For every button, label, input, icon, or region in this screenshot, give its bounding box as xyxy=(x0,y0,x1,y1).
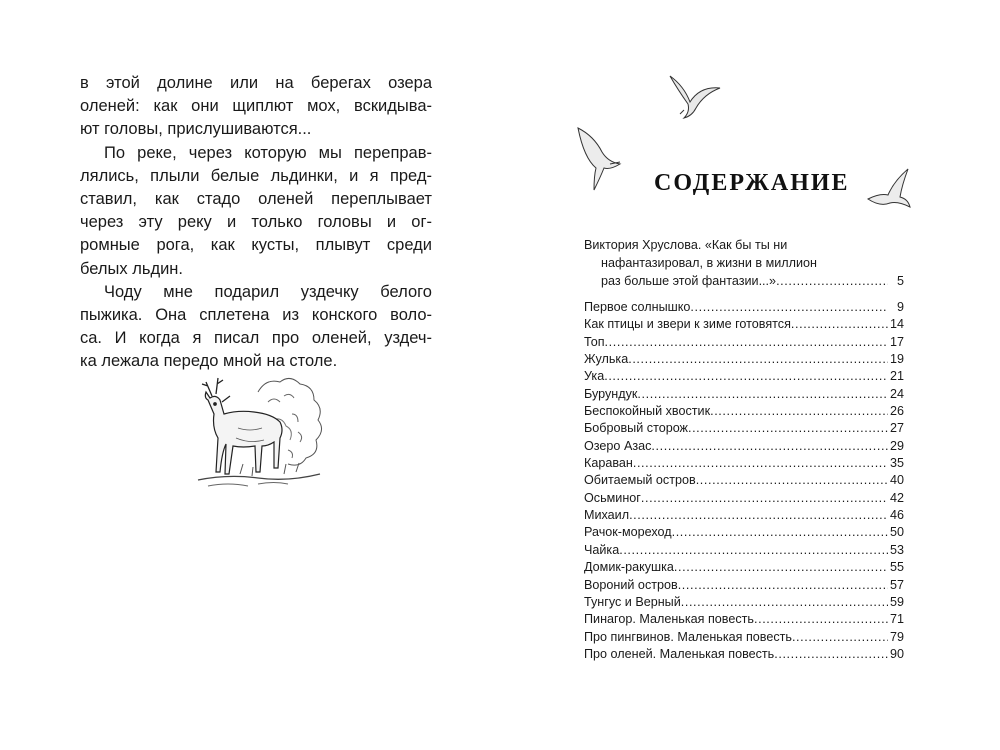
toc-entry[interactable] xyxy=(584,299,904,316)
toc-page-number: 71 xyxy=(889,612,904,627)
toc-leader-dots xyxy=(619,542,888,559)
toc-page-number: 27 xyxy=(889,421,904,436)
toc-leader-dots xyxy=(791,316,888,333)
toc-entry-title: Осьминог xyxy=(584,490,641,505)
right-page xyxy=(500,0,1000,750)
toc-entry[interactable] xyxy=(584,316,904,333)
toc-intro-line: раз больше этой фантазии...» xyxy=(601,274,777,288)
toc-page-number: 5 xyxy=(896,274,904,288)
toc-entry-title: Обитаемый остров xyxy=(584,473,696,488)
toc-page-number: 42 xyxy=(889,490,904,505)
toc-entry[interactable] xyxy=(584,438,904,455)
text-line: ставил, как стадо оленей переплывает xyxy=(80,189,432,208)
text-line: ют головы, прислушиваются... xyxy=(80,120,312,139)
toc-entry-title: Как птицы и звери к зиме готовятся xyxy=(584,317,791,332)
toc-leader-dots xyxy=(792,629,888,646)
toc-entry-title: Тунгус и Верный xyxy=(584,594,681,609)
toc-entry-title: Чайка xyxy=(584,542,620,557)
toc-entry-title: Топ xyxy=(584,334,605,349)
toc-leader-dots xyxy=(651,438,888,455)
toc-entry[interactable] xyxy=(584,577,904,594)
toc-leader-dots xyxy=(754,611,888,628)
text-line: белых льдин. xyxy=(80,259,183,278)
toc-page-number: 19 xyxy=(889,352,904,367)
toc-entry[interactable] xyxy=(584,490,904,507)
toc-intro-last-row[interactable] xyxy=(584,272,904,290)
toc-entry[interactable] xyxy=(584,351,904,368)
toc-entry-title: Жулька xyxy=(584,352,629,367)
text-line: пыжика. Она сплетена из конского воло- xyxy=(80,305,432,324)
toc-entry[interactable] xyxy=(584,368,904,385)
deer-illustration xyxy=(188,362,330,494)
toc-page-number: 24 xyxy=(889,386,904,401)
toc-leader-dots xyxy=(678,577,888,594)
toc-entry-title: Беспокойный хвостик xyxy=(584,404,711,419)
toc-page-number: 21 xyxy=(889,369,904,384)
toc-entry[interactable] xyxy=(584,524,904,541)
toc-leader-dots xyxy=(637,386,888,403)
seagull-illustration xyxy=(664,70,724,130)
toc-leader-dots xyxy=(696,472,888,489)
toc-entry-title: Про пингвинов. Маленькая повесть xyxy=(584,629,792,644)
toc-entry[interactable] xyxy=(584,334,904,351)
toc-entry[interactable] xyxy=(584,594,904,611)
toc-entry[interactable] xyxy=(584,386,904,403)
toc-leader-dots xyxy=(674,559,888,576)
text-line: через эту реку и только головы и ог- xyxy=(80,213,432,232)
text-line: лялись, плыли белые льдинки, и я пред- xyxy=(80,166,432,185)
toc-entry-title: Бобровый сторож xyxy=(584,421,688,436)
toc-page-number: 55 xyxy=(889,560,904,575)
seagull-illustration xyxy=(570,124,630,194)
toc-leader-dots xyxy=(710,403,888,420)
toc-page-number: 9 xyxy=(896,300,904,314)
toc-entry-title: Домик-ракушка xyxy=(584,560,674,575)
toc-intro-line: Виктория Хруслова. «Как бы ты ни xyxy=(584,238,788,252)
text-line: ромные рога, как кусты, плывут среди xyxy=(80,236,432,255)
toc-entry[interactable] xyxy=(584,455,904,472)
table-of-contents xyxy=(584,236,904,661)
toc-page-number: 53 xyxy=(889,542,904,557)
seagull-illustration xyxy=(864,165,914,215)
toc-leader-dots xyxy=(776,272,888,290)
toc-page-number: 79 xyxy=(889,629,904,644)
toc-leader-dots xyxy=(774,646,888,663)
toc-entry-title: Пинагор. Маленькая повесть xyxy=(584,612,754,627)
toc-page-number: 50 xyxy=(889,525,904,540)
toc-leader-dots xyxy=(604,368,888,385)
toc-page-number: 26 xyxy=(889,404,904,419)
text-line: По реке, через которую мы переправ- xyxy=(104,143,432,162)
text-line: Чоду мне подарил уздечку белого xyxy=(104,282,432,301)
text-line: в этой долине или на берегах озера xyxy=(80,74,432,92)
text-line: оленей: как они щиплют мох, вскидыва- xyxy=(80,97,432,116)
toc-page-number: 29 xyxy=(889,438,904,453)
toc-entry[interactable] xyxy=(584,420,904,437)
toc-entry[interactable] xyxy=(584,403,904,420)
toc-leader-dots xyxy=(672,524,888,541)
toc-entry-title: Озеро Азас xyxy=(584,438,652,453)
toc-leader-dots xyxy=(629,507,888,524)
toc-entry-title: Ука xyxy=(584,369,605,384)
toc-page-number: 90 xyxy=(889,646,904,661)
toc-entry[interactable] xyxy=(584,542,904,559)
toc-page-number: 17 xyxy=(889,334,904,349)
toc-entry[interactable] xyxy=(584,629,904,646)
toc-entries xyxy=(584,299,904,663)
text-line: ка лежала передо мной на столе. xyxy=(80,352,338,371)
toc-entry[interactable] xyxy=(584,472,904,489)
text-line: са. И когда я писал про оленей, уздеч- xyxy=(80,329,432,348)
toc-entry-title: Рачок-мореход xyxy=(584,525,672,540)
toc-entry-title: Караван xyxy=(584,456,633,471)
toc-entry-title: Первое солнышко xyxy=(584,300,691,314)
toc-page-number: 40 xyxy=(889,473,904,488)
toc-page-number: 46 xyxy=(889,508,904,523)
toc-entry[interactable] xyxy=(584,507,904,524)
toc-title: СОДЕРЖАНИЕ xyxy=(654,170,850,196)
toc-page-number: 35 xyxy=(889,456,904,471)
toc-page-number: 14 xyxy=(889,317,904,332)
toc-leader-dots xyxy=(690,299,888,316)
toc-entry-title: Вороний остров xyxy=(584,577,678,592)
toc-page-number: 59 xyxy=(889,594,904,609)
body-text xyxy=(80,72,432,373)
toc-entry[interactable] xyxy=(584,611,904,628)
toc-intro-line: нафантазировал, в жизни в миллион xyxy=(601,256,817,270)
toc-leader-dots xyxy=(688,420,888,437)
toc-leader-dots xyxy=(681,594,888,611)
toc-leader-dots xyxy=(605,334,888,351)
toc-entry-title: Про оленей. Маленькая повесть xyxy=(584,646,775,661)
toc-entry[interactable] xyxy=(584,646,904,663)
toc-entry-title: Михаил xyxy=(584,508,630,523)
toc-leader-dots xyxy=(628,351,888,368)
toc-intro xyxy=(584,236,904,290)
toc-page-number: 57 xyxy=(889,577,904,592)
toc-entry[interactable] xyxy=(584,559,904,576)
toc-leader-dots xyxy=(633,455,888,472)
toc-leader-dots xyxy=(641,490,888,507)
toc-entry-title: Бурундук xyxy=(584,386,638,401)
